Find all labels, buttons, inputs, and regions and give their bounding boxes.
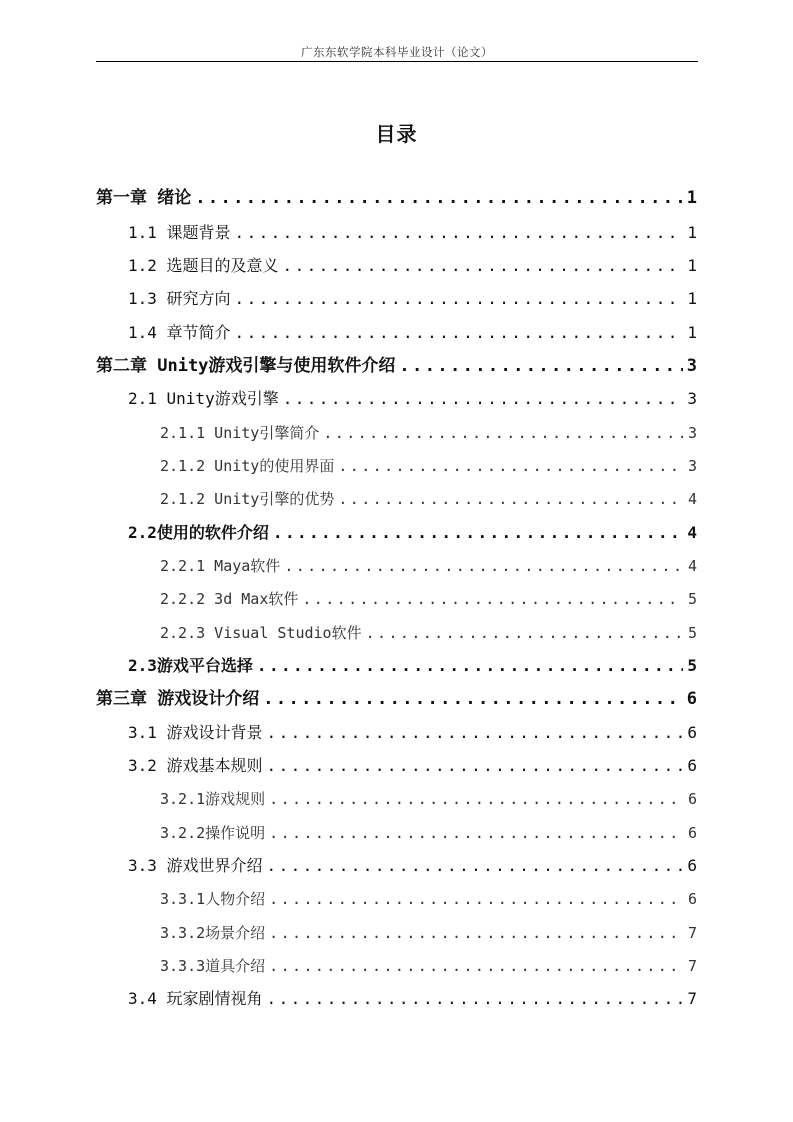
toc-entry-3-2-1[interactable]: [160, 786, 697, 812]
toc-entry-label: 3.4 玩家剧情视角: [128, 989, 263, 1008]
toc-leader-dots: [267, 753, 683, 779]
toc-leader-dots: [283, 253, 683, 279]
toc-leader-dots: [269, 953, 683, 979]
toc-page-number: 7: [687, 924, 697, 942]
toc-entry-1-2[interactable]: [128, 253, 697, 279]
toc-entry-3-4[interactable]: [128, 986, 697, 1012]
toc-entry-1-3[interactable]: [128, 286, 697, 312]
toc-entry-label: 3.2.1游戏规则: [160, 790, 266, 808]
toc-page-number: 5: [687, 656, 697, 675]
toc-entry-label: 3.1 游戏设计背景: [128, 723, 263, 742]
toc-leader-dots: [235, 286, 683, 312]
toc-page-number: 6: [687, 824, 697, 842]
toc-leader-dots: [235, 220, 683, 246]
toc-page-number: 4: [687, 523, 697, 542]
toc-page-number: 7: [687, 957, 697, 975]
toc-leader-dots: [267, 986, 683, 1012]
toc-entry-label: 2.1.2 Unity引擎的优势: [160, 490, 335, 508]
toc-leader-dots: [283, 386, 683, 412]
toc-entry-3-2[interactable]: [128, 753, 697, 779]
toc-entry-2-1-2[interactable]: [160, 453, 697, 479]
toc-title: 目录: [375, 122, 418, 146]
toc-entry-label: 2.1.2 Unity的使用界面: [160, 457, 335, 475]
toc-entry-3-3[interactable]: [128, 853, 697, 879]
toc-leader-dots: [263, 686, 683, 712]
toc-entry-label: 3.3.2场景介绍: [160, 924, 266, 942]
toc-page-number: 7: [687, 989, 697, 1008]
toc-entry-chapter-3[interactable]: [96, 686, 697, 712]
page-header: 广东东软学院本科毕业设计（论文）: [301, 45, 493, 59]
toc-page-number: 1: [687, 323, 697, 342]
toc-entry-2-2[interactable]: [128, 520, 697, 546]
toc-entry-label: 1.1 课题背景: [128, 223, 231, 242]
toc-entry-label: 1.2 选题目的及意义: [128, 256, 279, 275]
toc-entry-label: 2.2.2 3d Max软件: [160, 590, 299, 608]
toc-leader-dots: [257, 653, 683, 679]
toc-entry-2-2-2[interactable]: [160, 586, 697, 612]
toc-entry-2-3[interactable]: [128, 653, 697, 679]
toc-leader-dots: [338, 486, 683, 512]
toc-leader-dots: [284, 553, 683, 579]
toc-entry-label: 第二章 Unity游戏引擎与使用软件介绍: [96, 356, 396, 376]
toc-entry-label: 第三章 游戏设计介绍: [96, 689, 260, 709]
toc-entry-label: 3.2.2操作说明: [160, 824, 266, 842]
toc-page-number: 6: [687, 890, 697, 908]
toc-leader-dots: [267, 853, 683, 879]
toc-leader-dots: [273, 520, 683, 546]
toc-leader-dots: [267, 720, 683, 746]
toc-entry-label: 3.3.3道具介绍: [160, 957, 266, 975]
toc-leader-dots: [269, 786, 683, 812]
toc-entry-3-3-2[interactable]: [160, 920, 697, 946]
toc-entry-1-1[interactable]: [128, 220, 697, 246]
toc-leader-dots: [269, 886, 683, 912]
toc-page-number: 6: [687, 856, 697, 875]
toc-page-number: 6: [687, 790, 697, 808]
toc-entry-3-3-3[interactable]: [160, 953, 697, 979]
toc-entry-label: 1.3 研究方向: [128, 289, 231, 308]
toc-leader-dots: [302, 586, 683, 612]
toc-entry-1-4[interactable]: [128, 320, 697, 346]
toc-page-number: 3: [686, 356, 697, 376]
toc-entry-2-2-1[interactable]: [160, 553, 697, 579]
toc-page-number: 6: [686, 689, 697, 709]
toc-page-number: 6: [687, 723, 697, 742]
header-rule: [96, 61, 698, 62]
toc-page-number: 5: [687, 624, 697, 642]
toc-entry-label: 3.3.1人物介绍: [160, 890, 266, 908]
toc-page-number: 1: [687, 289, 697, 308]
toc-page-number: 3: [687, 389, 697, 408]
toc-page-number: 6: [687, 756, 697, 775]
toc-entry-2-2-3[interactable]: [160, 620, 697, 646]
toc-page-number: 4: [687, 557, 697, 575]
toc-entry-3-3-1[interactable]: [160, 886, 697, 912]
toc-entry-label: 3.3 游戏世界介绍: [128, 856, 263, 875]
toc-entry-3-2-2[interactable]: [160, 820, 697, 846]
toc-page-number: 4: [687, 490, 697, 508]
toc-entry-2-1[interactable]: [128, 386, 697, 412]
toc-page-number: 5: [687, 590, 697, 608]
toc-entry-chapter-1[interactable]: [96, 185, 697, 211]
toc-leader-dots: [195, 185, 683, 211]
toc-entry-label: 2.3游戏平台选择: [128, 656, 253, 675]
toc-entry-label: 1.4 章节简介: [128, 323, 231, 342]
toc-page-number: 3: [687, 457, 697, 475]
toc-entry-label: 2.2.1 Maya软件: [160, 557, 281, 575]
toc-leader-dots: [269, 920, 683, 946]
toc-leader-dots: [323, 420, 683, 446]
toc-entry-chapter-2[interactable]: [96, 353, 697, 379]
toc-entry-label: 第一章 绪论: [96, 188, 192, 208]
toc-entry-label: 2.1 Unity游戏引擎: [128, 389, 279, 408]
toc-page-number: 3: [687, 424, 697, 442]
toc-entry-label: 3.2 游戏基本规则: [128, 756, 263, 775]
toc-entry-2-1-2b[interactable]: [160, 486, 697, 512]
toc-leader-dots: [366, 620, 683, 646]
toc-leader-dots: [235, 320, 683, 346]
toc-leader-dots: [399, 353, 682, 379]
toc-page-number: 1: [687, 223, 697, 242]
toc-entry-2-1-1[interactable]: [160, 420, 697, 446]
toc-page-number: 1: [687, 256, 697, 275]
toc-entry-label: 2.2.3 Visual Studio软件: [160, 624, 362, 642]
toc-entry-label: 2.2使用的软件介绍: [128, 523, 269, 542]
toc-leader-dots: [338, 453, 683, 479]
toc-entry-label: 2.1.1 Unity引擎简介: [160, 424, 320, 442]
toc-entry-3-1[interactable]: [128, 720, 697, 746]
toc-page-number: 1: [686, 188, 697, 208]
toc-leader-dots: [269, 820, 683, 846]
